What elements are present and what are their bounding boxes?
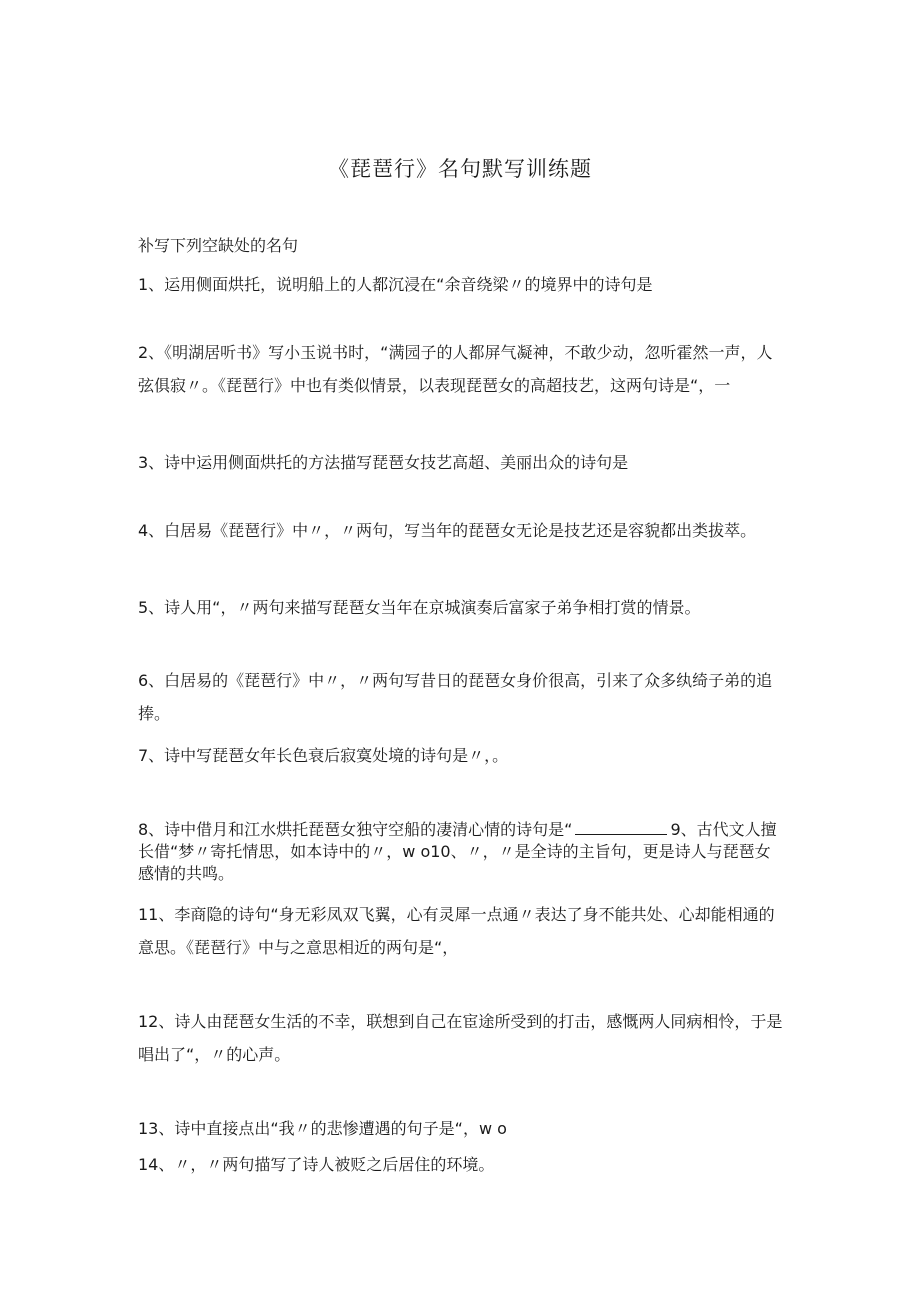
question-11: 11、李商隐的诗句“身无彩凤双飞翼，心有灵犀一点通〃表达了身不能共处、心却能相通的意思。《琵琶行》中与之意思相近的两句是“， <box>138 905 775 957</box>
question-7: 7、诗中写琵琶女年长色衰后寂寞处境的诗句是〃，。 <box>138 746 509 765</box>
question-4: 4、白居易《琵琶行》中〃，〃两句，写当年的琵琶女无论是技艺还是容貌都出类拔萃。 <box>138 521 757 540</box>
question-12: 12、诗人由琵琶女生活的不幸，联想到自己在宦途所受到的打击，感慨两人同病相怜，于是唱出了“，〃的心声。 <box>138 1012 783 1064</box>
document-title: 《琵琶行》名句默写训练题 <box>328 157 592 181</box>
answer-blank <box>575 820 667 835</box>
question-3: 3、诗中运用侧面烘托的方法描写琵琶女技艺高超、美丽出众的诗句是 <box>138 453 629 472</box>
question-8-9-10 <box>138 819 778 885</box>
question-13: 13、诗中直接点出“我〃的悲惨遭遇的句子是“，w o <box>138 1119 507 1138</box>
question-5: 5、诗人用“，〃两句来描写琵琶女当年在京城演奏后富家子弟争相打赏的情景。 <box>138 598 701 617</box>
question-2: 2、《明湖居听书》写小玉说书时，“满园子的人都屏气凝神，不敢少动，忽听霍然一声，人弦俱寂〃。《琵琶行》中也有类似情景，以表现琵琶女的高超技艺，这两句诗是“，一 <box>138 343 773 395</box>
question-6: 6、白居易的《琵琶行》中〃，〃两句写昔日的琵琶女身价很高，引来了众多纨绮子弟的追捧。 <box>138 671 773 723</box>
instruction-text: 补写下列空缺处的名句 <box>138 236 299 255</box>
question-14: 14、〃，〃两句描写了诗人被贬之后居住的环境。 <box>138 1155 495 1174</box>
question-8-text: 8、诗中借月和江水烘托琵琶女独守空船的凄清心情的诗句是“ <box>138 820 573 839</box>
question-9-10-text: 9、古代文人擅长借“梦〃寄托情思，如本诗中的〃，w o10、〃，〃是全诗的主旨句，更是诗人与琵琶女感情的共鸣。 <box>138 820 777 883</box>
question-1: 1、运用侧面烘托，说明船上的人都沉浸在“余音绕梁〃的境界中的诗句是 <box>138 275 653 294</box>
